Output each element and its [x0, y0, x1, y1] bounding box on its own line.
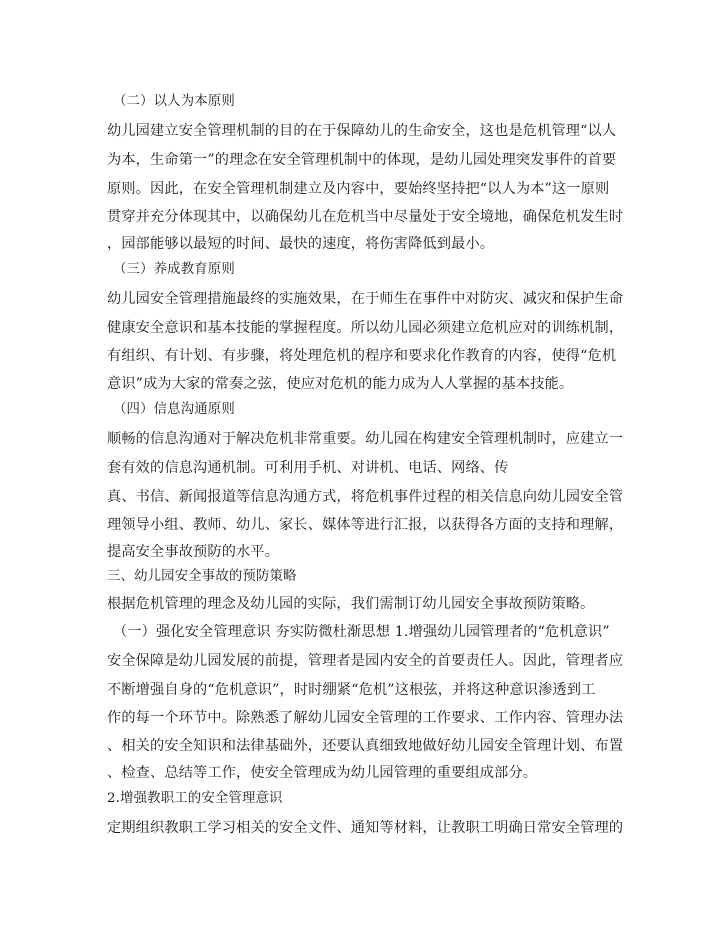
paragraph-line: ，园部能够以最短的时间、最快的速度，将伤害降低到最小。	[107, 236, 495, 252]
paragraph-line: 原则。因此，在安全管理机制建立及内容中，要始终坚持把“以人为本”这一原则	[107, 181, 610, 197]
section-heading-info-communication: （四）信息沟通原则	[113, 402, 235, 417]
paragraph-line: 根据危机管理的理念及幼儿园的实际，我们需制订幼儿园安全事故预防策略。	[107, 596, 595, 612]
paragraph-line: 、相关的安全知识和法律基础外，还要认真细致地做好幼儿园安全管理计划、布置	[107, 738, 624, 754]
paragraph-line: 幼儿园安全管理措施最终的实施效果，在于师生在事件中对防灾、减灾和保护生命	[107, 291, 624, 307]
paragraph-line: 定期组织教职工学习相关的安全文件、通知等材料，让教职工明确日常安全管理的	[107, 820, 624, 836]
paragraph-line: 作的每一个环节中。除熟悉了解幼儿园安全管理的工作要求、工作内容、管理办法	[107, 710, 624, 726]
paragraph-line: 顺畅的信息沟通对于解决危机非常重要。幼儿园在构建安全管理机制时，应建立一	[107, 431, 624, 447]
paragraph-line: 意识”成为大家的常奏之弦，使应对危机的能力成为人人掌握的基本技能。	[107, 376, 574, 392]
paragraph-line: 套有效的信息沟通机制。可利用手机、对讲机、电话、网络、传	[107, 460, 509, 476]
chapter-heading-prevention-strategy: 三、幼儿园安全事故的预防策略	[107, 569, 297, 584]
paragraph-line: 真、书信、新闻报道等信息沟通方式，将危机事件过程的相关信息向幼儿园安全管	[107, 489, 624, 505]
section-heading-people-oriented: （二）以人为本原则	[113, 94, 235, 109]
section-heading-habit-education: （三）养成教育原则	[113, 262, 235, 277]
paragraph-line: 不断增强自身的“危机意识”，时时绷紧“危机”这根弦，并将这种意识渗透到工	[107, 682, 596, 698]
paragraph-line: 、检查、总结等工作，使安全管理成为幼儿园管理的重要组成部分。	[107, 765, 538, 781]
paragraph-line: 理领导小组、教师、幼儿、家长、媒体等进行汇报，以获得各方面的支持和理解，	[107, 517, 624, 533]
paragraph-line: 安全保障是幼儿园发展的前提，管理者是园内安全的首要责任人。因此，管理者应	[107, 653, 624, 669]
paragraph-line: 健康安全意识和基本技能的掌握程度。所以幼儿园必须建立危机应对的训练机制，	[107, 320, 624, 336]
paragraph-line: 贯穿并充分体现其中，以确保幼儿在危机当中尽量处于安全境地，确保危机发生时	[107, 209, 624, 225]
paragraph-line: 提高安全事故预防的水平。	[107, 544, 280, 560]
paragraph-line: 有组织、有计划、有步骤，将处理危机的程序和要求化作教育的内容，使得“危机	[107, 348, 617, 364]
paragraph-line: 为本，生命第一”的理念在安全管理机制中的体现，是幼儿园处理突发事件的首要	[107, 152, 617, 168]
subsection-heading-staff-awareness: 2.增强教职工的安全管理意识	[107, 791, 283, 806]
paragraph-line: 幼儿园建立安全管理机制的目的在于保障幼儿的生命安全，这也是危机管理“以人	[107, 123, 617, 139]
subsection-heading-awareness: （一）强化安全管理意识 夯实防微杜渐思想 1.增强幼儿园管理者的“危机意识”	[113, 624, 610, 640]
